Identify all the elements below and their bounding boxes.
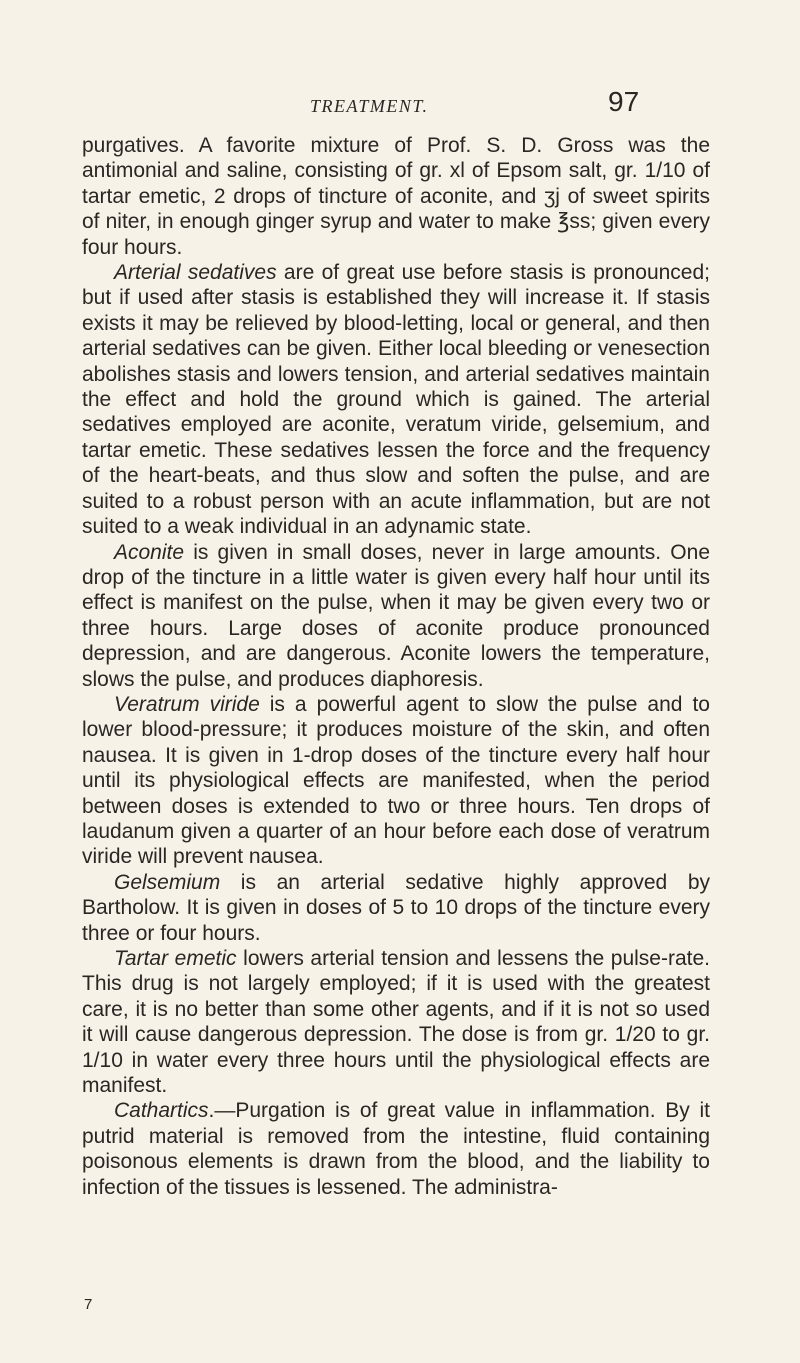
paragraph	[82, 133, 710, 260]
paragraph	[82, 260, 710, 539]
paragraph-text: lowers arterial tension and lessens the pulse-rate. This drug is not largely employed; if it is used with the greatest care, it is no better than some other agents, and if it is not so used it will cause dangerous depression. The dose is from gr. 1/20 to gr. 1/10 in water every three hours until the physiological effects are manifest.	[82, 947, 711, 1098]
paragraph	[82, 1098, 710, 1200]
page-number: 97	[608, 86, 640, 117]
paragraph-lead: Veratrum viride	[114, 692, 260, 716]
paragraph	[82, 540, 710, 692]
paragraph-lead: Tartar emetic	[114, 947, 237, 970]
paragraph-lead: Cathartics	[114, 1099, 209, 1123]
paragraph-text: .—Purgation is of great value in inflammation. By it putrid material is removed from the intestine, fluid containing poisonous elements is drawn from the blood, and the liability to infection of the tissues is lessened. The administra-	[82, 1099, 710, 1199]
paragraph	[82, 946, 710, 1098]
chapter-title: TREATMENT.	[310, 96, 429, 116]
paragraph-text: is given in small doses, never in large amounts. One drop of the tincture in a little water is given every half hour until its effect is manifest on the pulse, when it may be given every two or three hours. Large doses of aconite produce pronounced depression, and are dangerous. Aconite lowers the temperature, slows the pulse, and produces diaphoresis.	[82, 540, 710, 691]
paragraph-text: is a powerful agent to slow the pulse and to lower blood-pressure; it produces moisture of the skin, and often nausea. It is given in 1-drop doses of the tincture every half hour until its physiological effects are manifested, when the period between doses is extended to two or three hours. Ten drops of laudanum given a quarter of an hour before each dose of veratrum viride will prevent nausea.	[82, 692, 710, 869]
paragraph-text: are of great use before stasis is pronounced; but if used after stasis is established they will increase it. If stasis exists it may be relieved by blood-letting, local or general, and then arterial sedatives can be given. Either local bleeding or venesection abolishes stasis and lowers tension, and arterial sedatives maintain the effect and hold the ground which is gained. The arterial sedatives employed are aconite, veratum viride, gelsemium, and tartar emetic. These sedatives lessen the force and the frequency of the heart-beats, and thus slow and soften the pulse, and are suited to a robust person with an acute inflammation, but are not suited to a weak individual in an adynamic state.	[82, 261, 710, 539]
paragraph-lead: Aconite	[114, 540, 185, 564]
paragraph	[82, 870, 710, 946]
paragraph-lead: Arterial sedatives	[114, 261, 277, 285]
paragraph-lead: Gelsemium	[114, 870, 221, 894]
signature-mark: 7	[84, 1296, 93, 1313]
body-text	[82, 133, 710, 1200]
paragraph-text: is an arterial sedative highly approved by Bartholow. It is given in doses of 5 to 10 drops of the tincture every three or four hours.	[82, 870, 710, 945]
paragraph-text: purgatives. A favorite mixture of Prof. S. D. Gross was the antimonial and saline, consisting of gr. xl of Epsom salt, gr. 1/10 of tartar emetic, 2 drops of tincture of aconite, and ʒj of sweet spirits of niter, in enough ginger syrup and water to make ℥ss; given every four hours.	[82, 134, 710, 259]
paragraph	[82, 692, 710, 870]
